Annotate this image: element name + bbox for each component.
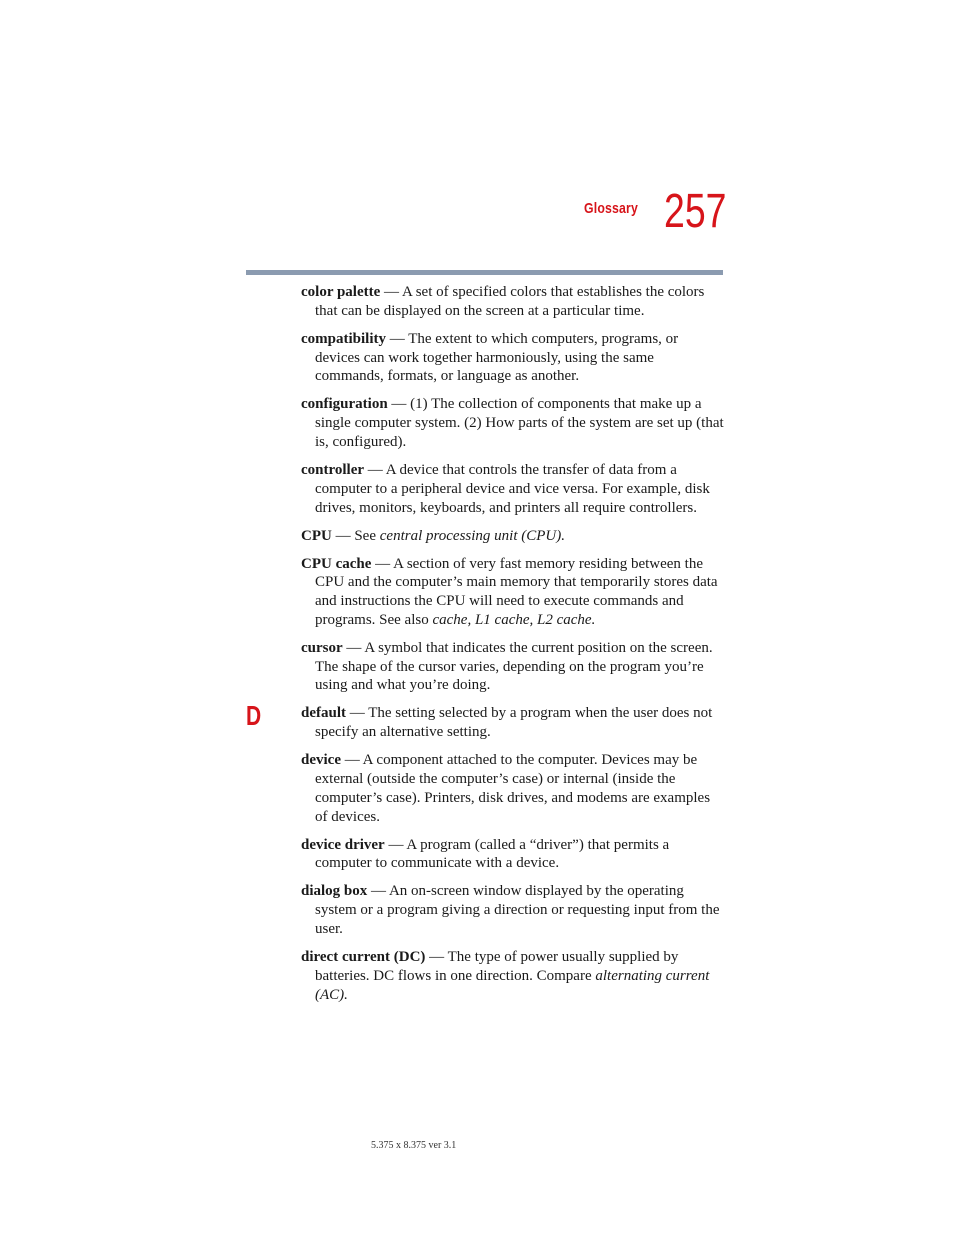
glossary-entry xyxy=(301,751,725,826)
glossary-term: compatibility xyxy=(301,330,386,347)
glossary-term: cursor xyxy=(301,639,343,656)
glossary-definition: A device that controls the transfer of data from a computer to a peripheral device and vice versa. For example, disk drives, monitors, keyboards, and printers all require controllers. xyxy=(315,461,710,516)
glossary-definition: The extent to which computers, programs, or devices can work together harmoniously, using the same commands, formats, or language as another. xyxy=(315,330,679,385)
page-header xyxy=(560,180,728,240)
glossary-entry xyxy=(301,948,725,1004)
glossary-term: default xyxy=(301,705,346,722)
cross-reference: alternating current (AC). xyxy=(315,967,710,1003)
glossary-definition: See xyxy=(354,527,380,544)
glossary-entry xyxy=(301,283,725,321)
glossary-definition: A section of very fast memory residing between the CPU and the computer’s main memory that temporarily stores data and instructions the CPU will need to execute commands and programs. See also xyxy=(315,555,718,628)
entry-dash: — xyxy=(331,527,355,544)
glossary-term: device driver xyxy=(301,836,385,853)
entry-dash: — xyxy=(367,883,389,900)
glossary-term: CPU xyxy=(301,527,332,544)
glossary-entry xyxy=(301,882,725,938)
glossary-term: CPU cache xyxy=(301,555,372,572)
glossary-entries xyxy=(301,283,725,1014)
glossary-term: device xyxy=(301,752,341,769)
glossary-definition: A set of specified colors that establishes the colors that can be displayed on the screen at a particular time. xyxy=(315,284,705,319)
entry-dash: — xyxy=(340,752,363,769)
entry-dash: — xyxy=(342,639,365,656)
glossary-entry xyxy=(301,555,725,630)
glossary-entry xyxy=(301,704,725,742)
glossary-definition: A symbol that indicates the current position on the screen. The shape of the cursor varies, depending on the program you’re using and what you’re doing. xyxy=(315,639,713,694)
section-label: Glossary xyxy=(584,200,638,217)
header-rule xyxy=(246,270,723,275)
glossary-entry xyxy=(301,836,725,874)
entry-dash: — xyxy=(387,396,411,413)
cross-reference: central processing unit (CPU). xyxy=(379,527,566,544)
glossary-definition: A program (called a “driver”) that permits a computer to communicate with a device. xyxy=(315,836,670,872)
glossary-definition: The setting selected by a program when the user does not specify an alternative setting. xyxy=(315,705,713,741)
glossary-term: configuration xyxy=(301,396,388,413)
glossary-entry xyxy=(301,527,725,546)
cross-reference: cache, L1 cache, L2 cache. xyxy=(432,611,596,628)
glossary-definition: (1) The collection of components that make up a single computer system. (2) How parts of the system are set up (that is, configured). xyxy=(315,396,724,450)
glossary-term: dialog box xyxy=(301,883,368,900)
entry-dash: — xyxy=(386,330,409,347)
entry-dash: — xyxy=(425,948,448,965)
glossary-entry xyxy=(301,461,725,517)
glossary-definition: An on-screen window displayed by the operating system or a program giving a direction or requesting input from the user. xyxy=(315,883,720,937)
letter-marker: D xyxy=(246,700,262,731)
glossary-term: color palette xyxy=(301,284,381,300)
glossary-entry xyxy=(301,639,725,695)
glossary-entry xyxy=(301,395,725,451)
entry-dash: — xyxy=(364,461,386,478)
entry-dash: — xyxy=(346,705,369,722)
page-number: 257 xyxy=(664,185,727,238)
entry-dash: — xyxy=(380,284,402,300)
page-footer: 5.375 x 8.375 ver 3.1 xyxy=(371,1140,457,1151)
entry-dash: — xyxy=(384,836,407,853)
glossary-definition: A component attached to the computer. Devices may be external (outside the computer’s case) or internal (inside the computer’s case). Printers, disk drives, and modems are examples of devices. xyxy=(315,752,711,825)
entry-dash: — xyxy=(371,555,394,572)
glossary-term: direct current (DC) xyxy=(301,948,426,965)
glossary-definition: The type of power usually supplied by batteries. DC flows in one direction. Compare xyxy=(315,948,679,984)
glossary-entry xyxy=(301,330,725,386)
glossary-term: controller xyxy=(301,461,365,478)
